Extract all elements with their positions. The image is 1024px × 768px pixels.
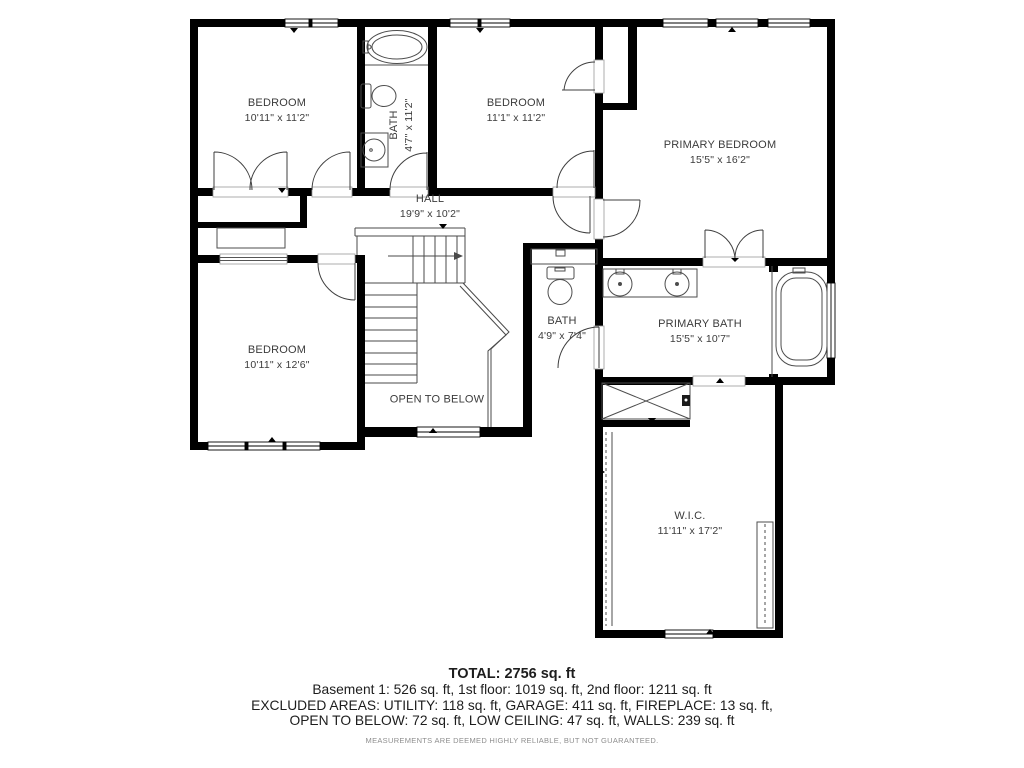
door-swing — [318, 263, 355, 300]
window-symbol — [285, 19, 338, 27]
room-name: BEDROOM — [486, 97, 546, 109]
room-name: HALL — [415, 193, 445, 205]
door-swing — [735, 230, 763, 258]
room-dims: 4'7" x 11'2" — [403, 98, 415, 152]
room-dims: 11'1" x 11'2" — [486, 112, 546, 124]
room-name: W.I.C. — [674, 510, 706, 522]
room-label-hall — [400, 192, 460, 222]
room-label-bedroom3 — [244, 343, 309, 373]
door-swing — [705, 230, 735, 260]
door-swing — [312, 152, 350, 190]
room-dims: 15'5" x 10'7" — [669, 333, 731, 345]
summary-excluded-1: EXCLUDED AREAS: UTILITY: 118 sq. ft, GARAGE: 411 sq. ft, FIREPLACE: 13 sq. ft, — [251, 697, 773, 713]
door-swing — [390, 152, 427, 190]
window-symbol — [663, 19, 708, 27]
vanity — [531, 249, 597, 264]
built-in-shelf — [757, 522, 773, 628]
window-symbol — [768, 19, 810, 27]
room-label-bedroom1 — [245, 96, 310, 126]
door-swing — [603, 200, 640, 237]
room-label-bath2 — [538, 314, 586, 344]
summary-floors: Basement 1: 526 sq. ft, 1st floor: 1019 sq. ft, 2nd floor: 1211 sq. ft — [312, 682, 712, 697]
room-label-open-to-below — [390, 393, 485, 408]
shower-icon — [602, 383, 690, 419]
room-dims: 19'9" x 10'2" — [399, 208, 461, 220]
room-dims: 15'5" x 16'2" — [689, 154, 751, 166]
door-swing — [553, 196, 590, 233]
summary-total: TOTAL: 2756 sq. ft — [448, 666, 576, 682]
window-symbol — [716, 19, 758, 27]
summary-excluded-2: OPEN TO BELOW: 72 sq. ft, LOW CEILING: 47 sq. ft, WALLS: 239 sq. ft — [289, 713, 735, 729]
room-label-primary-bedroom — [664, 138, 777, 168]
window-symbol — [417, 427, 480, 437]
door-swing — [562, 62, 595, 90]
stair-direction-arrow — [388, 252, 463, 260]
room-name: BEDROOM — [247, 344, 307, 356]
bathtub-icon — [363, 31, 428, 66]
bedroom-closet-shelf — [217, 228, 285, 248]
stairs — [355, 228, 465, 383]
room-label-primary-bath — [658, 317, 742, 347]
room-name: PRIMARY BEDROOM — [663, 139, 777, 151]
window-symbol — [450, 19, 510, 27]
sink-icon — [361, 133, 388, 167]
room-name: PRIMARY BATH — [658, 318, 742, 330]
window-symbol — [208, 442, 320, 450]
area-summary — [0, 666, 1024, 745]
room-dims: 10'11" x 12'6" — [244, 359, 310, 371]
summary-disclaimer: MEASUREMENTS ARE DEEMED HIGHLY RELIABLE, BUT NOT GUARANTEED. — [365, 735, 659, 745]
window-symbol — [665, 630, 713, 638]
room-dims: 4'9" x 7'4" — [537, 330, 587, 342]
room-name: BATH — [547, 315, 577, 327]
small-bath-fixtures — [531, 249, 597, 305]
room-label-bath1 — [387, 98, 417, 151]
room-dims: 11'11" x 17'2" — [657, 525, 723, 537]
room-name: OPEN TO BELOW — [389, 393, 485, 406]
door-swing — [557, 150, 594, 188]
door-swing — [250, 152, 287, 190]
door-swing — [214, 152, 252, 190]
room-name: BEDROOM — [247, 97, 307, 109]
window-symbol — [827, 283, 835, 358]
toilet-icon — [547, 267, 574, 305]
room-label-bedroom2 — [487, 96, 546, 126]
room-name: BATH — [388, 110, 400, 140]
room-label-wic — [658, 509, 723, 539]
room-dims: 10'11" x 11'2" — [244, 112, 310, 124]
bathtub-icon — [772, 266, 827, 377]
double-vanity — [603, 269, 697, 297]
